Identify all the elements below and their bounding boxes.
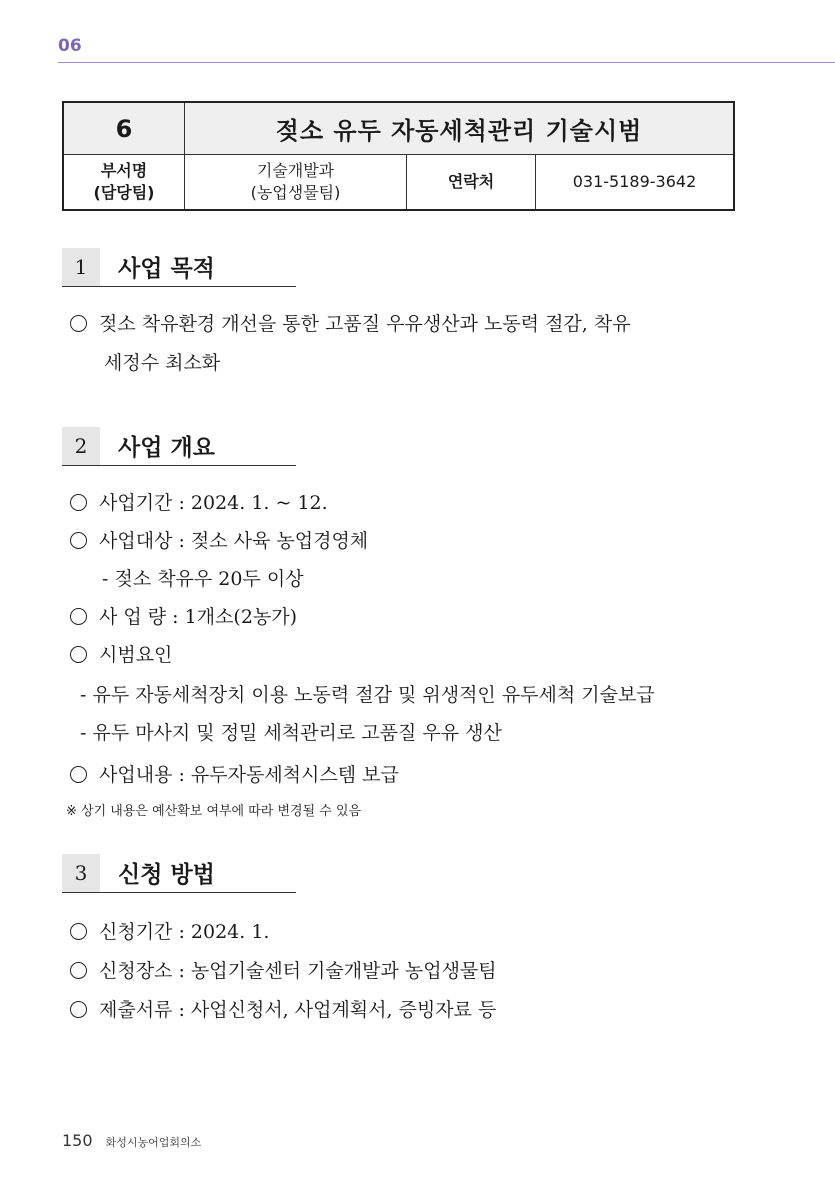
overview-factor-2: - 유두 마사지 및 정밀 세척관리로 고품질 우유 생산 <box>80 722 502 744</box>
bullet-circle-icon <box>70 608 87 625</box>
bullet-circle-icon <box>70 923 87 940</box>
purpose-line-1: 젖소 착유환경 개선을 통한 고품질 우유생산과 노동력 절감, 착유 <box>70 309 631 336</box>
section-3-heading <box>62 854 296 893</box>
section-1-number: 1 <box>62 248 100 286</box>
page-number: 150 <box>62 1131 93 1150</box>
overview-factors: 시범요인 <box>70 640 172 667</box>
purpose-line-2: 세정수 최소화 <box>104 352 221 374</box>
project-info-table <box>62 101 735 211</box>
section-1-title: 사업 목적 <box>118 256 215 282</box>
contact-label: 연락처 <box>407 155 536 211</box>
section-2-heading <box>62 427 296 466</box>
section-3-number: 3 <box>62 854 100 892</box>
bullet-circle-icon <box>70 315 87 332</box>
overview-target: 사업대상 : 젖소 사육 농업경영체 <box>70 526 368 553</box>
bullet-circle-icon <box>70 646 87 663</box>
page-footer <box>62 1131 201 1150</box>
dept-value-line2: (농업생물팀) <box>250 183 341 202</box>
header-divider <box>58 62 835 63</box>
info-header-row <box>63 102 734 155</box>
apply-location: 신청장소 : 농업기술센터 기술개발과 농업생물팀 <box>70 956 497 983</box>
bullet-circle-icon <box>70 532 87 549</box>
apply-documents: 제출서류 : 사업신청서, 사업계획서, 증빙자료 등 <box>70 995 496 1022</box>
overview-period: 사업기간 : 2024. 1. ~ 12. <box>70 488 328 515</box>
section-1-heading <box>62 248 296 287</box>
overview-content: 사업내용 : 유두자동세척시스템 보급 <box>70 760 399 787</box>
info-detail-row <box>63 155 734 211</box>
overview-target-detail: - 젖소 착유우 20두 이상 <box>102 568 304 590</box>
bullet-circle-icon <box>70 494 87 511</box>
chapter-number: 06 <box>58 36 82 56</box>
project-number: 6 <box>63 102 185 155</box>
bullet-circle-icon <box>70 962 87 979</box>
overview-quantity: 사 업 량 : 1개소(2농가) <box>70 602 297 629</box>
dept-label-line2: (담당팀) <box>93 183 155 202</box>
bullet-circle-icon <box>70 766 87 783</box>
overview-factor-1: - 유두 자동세척장치 이용 노동력 절감 및 위생적인 유두세척 기술보급 <box>80 684 655 706</box>
dept-value <box>185 155 407 211</box>
apply-period: 신청기간 : 2024. 1. <box>70 917 269 944</box>
contact-value: 031-5189-3642 <box>536 155 735 211</box>
bullet-circle-icon <box>70 1001 87 1018</box>
section-3-title: 신청 방법 <box>118 862 215 888</box>
project-title: 젖소 유두 자동세척관리 기술시범 <box>185 102 735 155</box>
section-2-title: 사업 개요 <box>118 435 215 461</box>
budget-note: ※ 상기 내용은 예산확보 여부에 따라 변경될 수 있음 <box>66 804 362 819</box>
footer-org: 화성시농어업회의소 <box>105 1136 202 1149</box>
section-2-number: 2 <box>62 427 100 465</box>
dept-label <box>63 155 185 211</box>
dept-value-line1: 기술개발과 <box>256 161 335 180</box>
dept-label-line1: 부서명 <box>100 161 148 180</box>
